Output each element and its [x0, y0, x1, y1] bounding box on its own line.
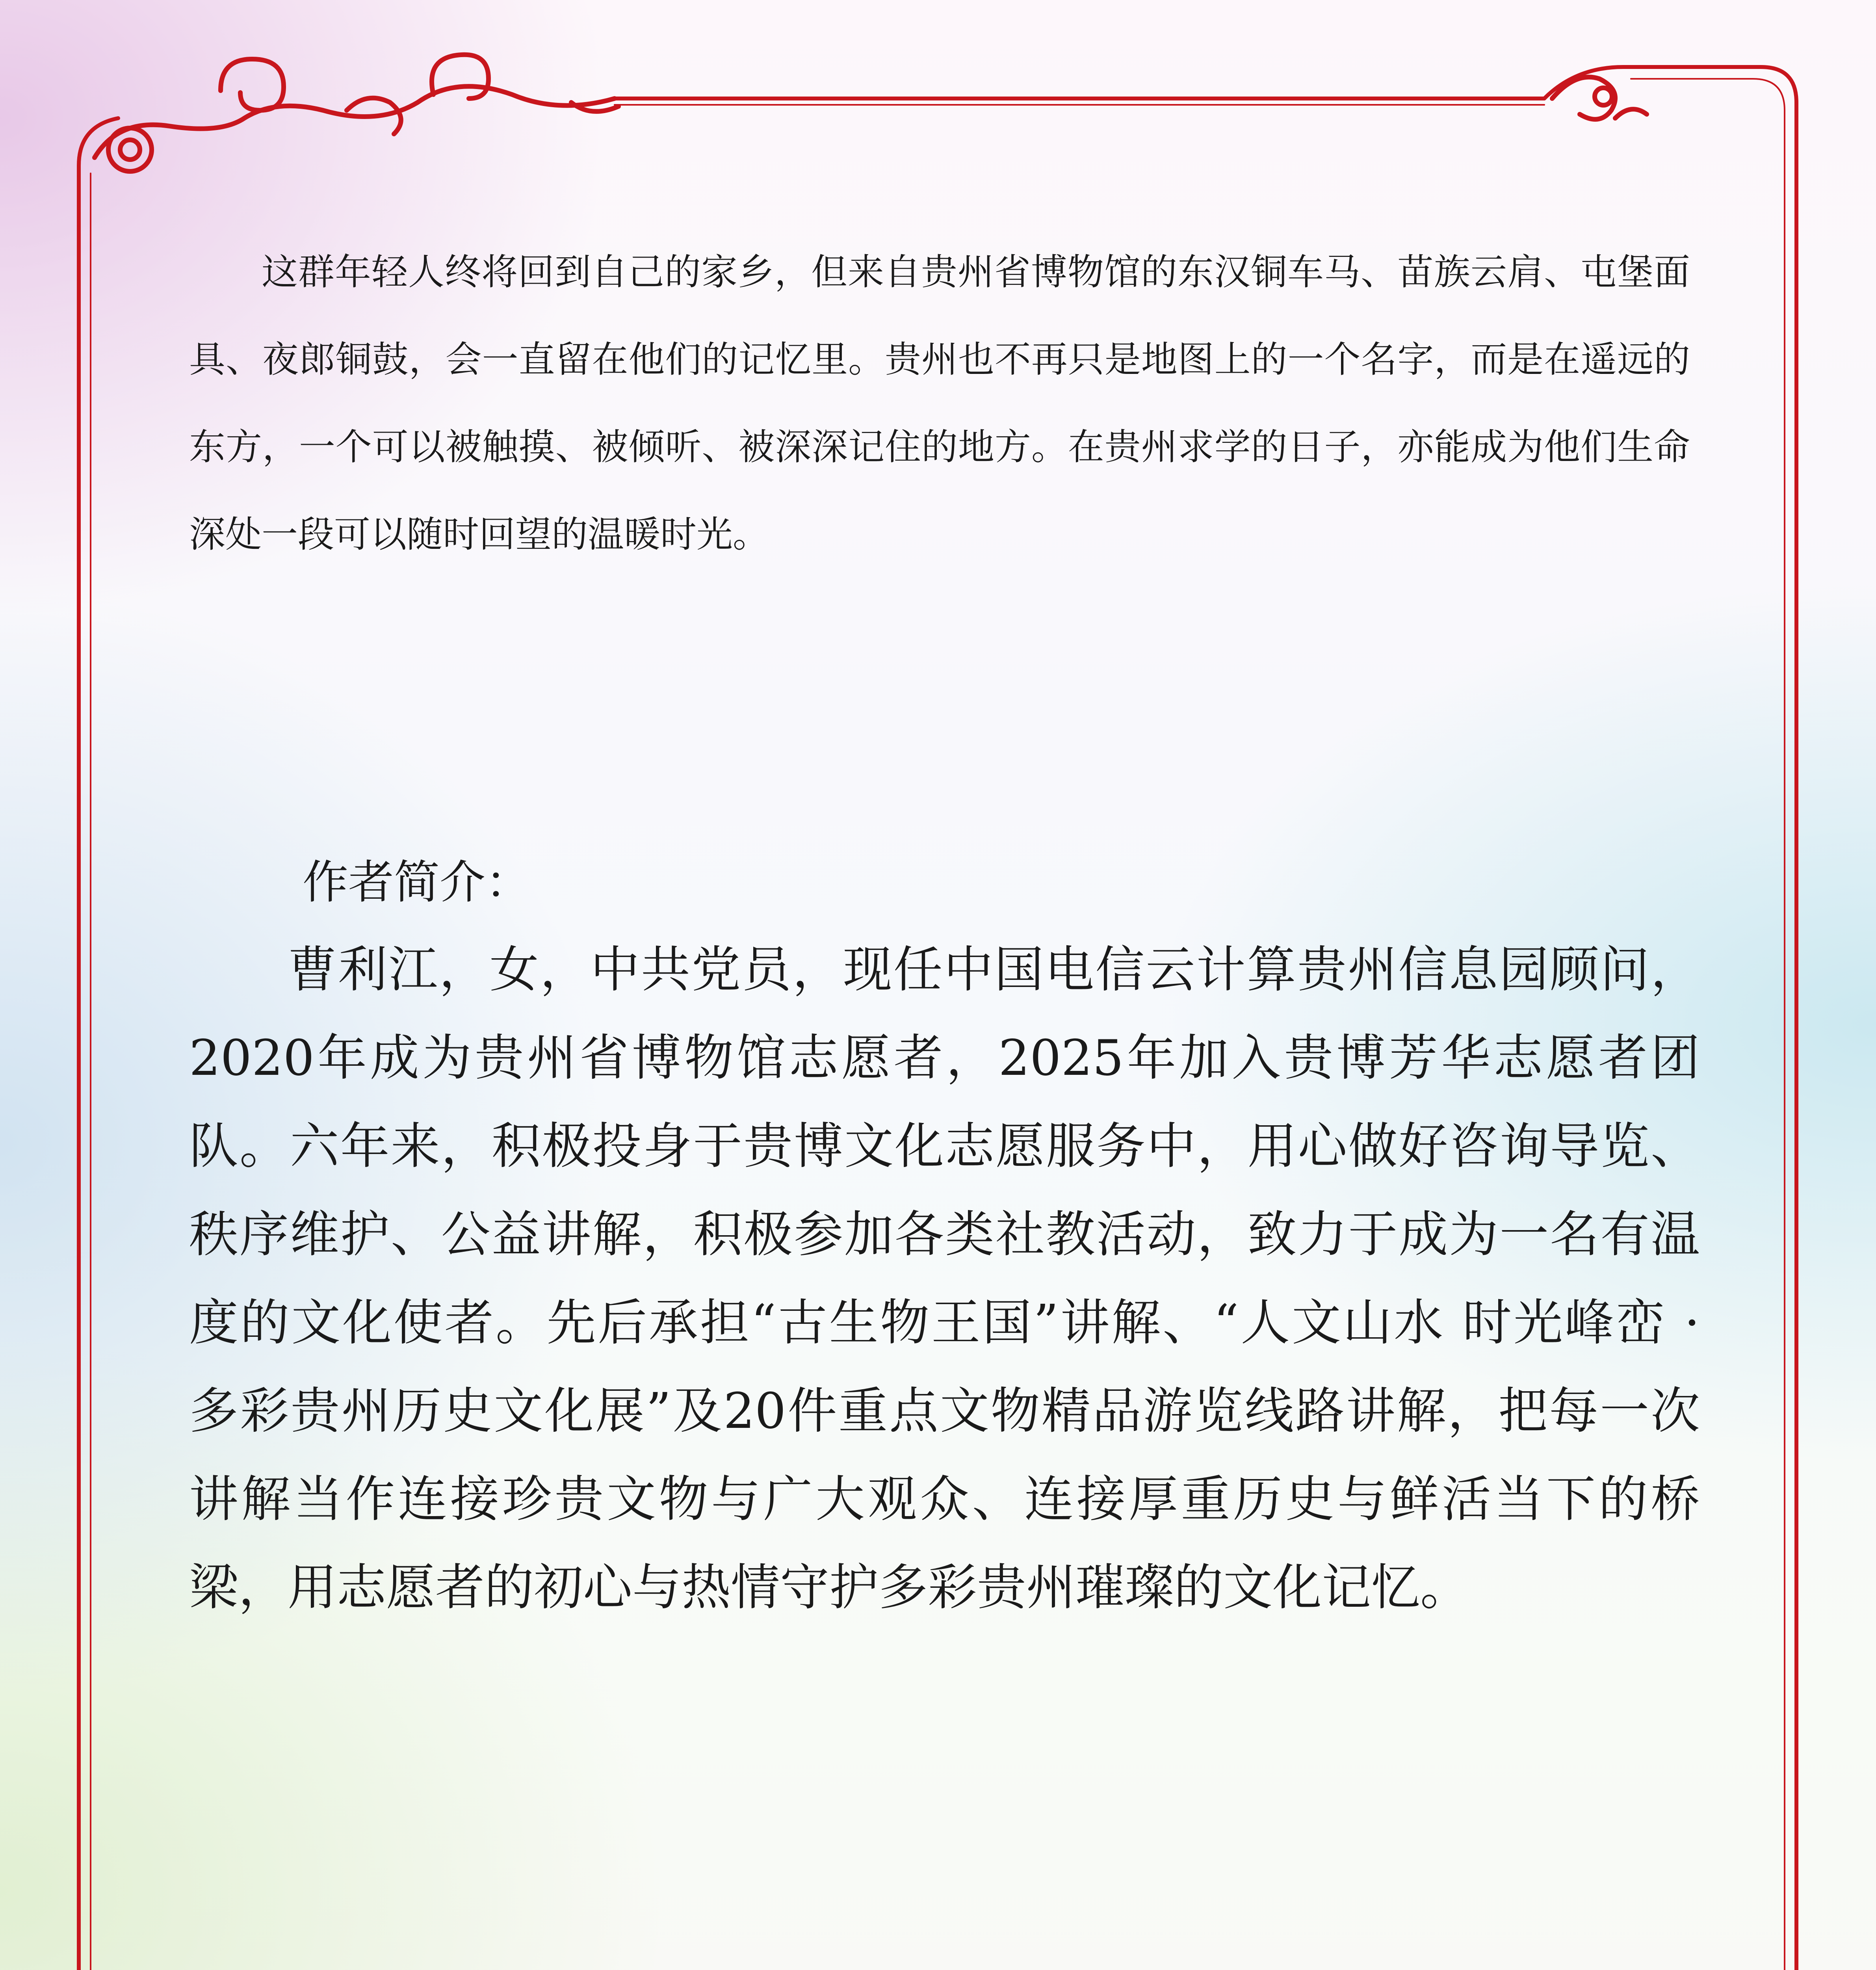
story-closing	[189, 229, 1690, 578]
story-paragraph: 这群年轻人终将回到自己的家乡，但来自贵州省博物馆的东汉铜车马、苗族云肩、屯堡面具、夜郎铜鼓，会一直留在他们的记忆里。贵州也不再只是地图上的一个名字，而是在遥远的东方，一个可以被触摸、被倾听、被深深记住的地方。在贵州求学的日子，亦能成为他们生命深处一段可以随时回望的温暖时光。	[189, 251, 1690, 556]
top-left-flourish	[95, 55, 619, 171]
author-heading: 作者简介：	[303, 856, 531, 909]
author-bio-paragraph: 曹利江，女，中共党员，现任中国电信云计算贵州信息园顾问，2020年成为贵州省博物馆志愿者，2025年加入贵博芳华志愿者团队。六年来，积极投身于贵博文化志愿服务中，用心做好咨询导览、秩序维护、公益讲解，积极参加各类社教活动，致力于成为一名有温度的文化使者。先后承担“古生物王国”讲解、“人文山水 时光峰峦 · 多彩贵州历史文化展”及20件重点文物精品游览线路讲解，把每一次讲解当作连接珍贵文物与广大观众、连接厚重历史与鲜活当下的桥梁，用志愿者的初心与热情守护多彩贵州璀璨的文化记忆。	[189, 941, 1700, 1616]
author-bio	[189, 926, 1700, 1632]
top-right-flourish	[1552, 77, 1647, 119]
